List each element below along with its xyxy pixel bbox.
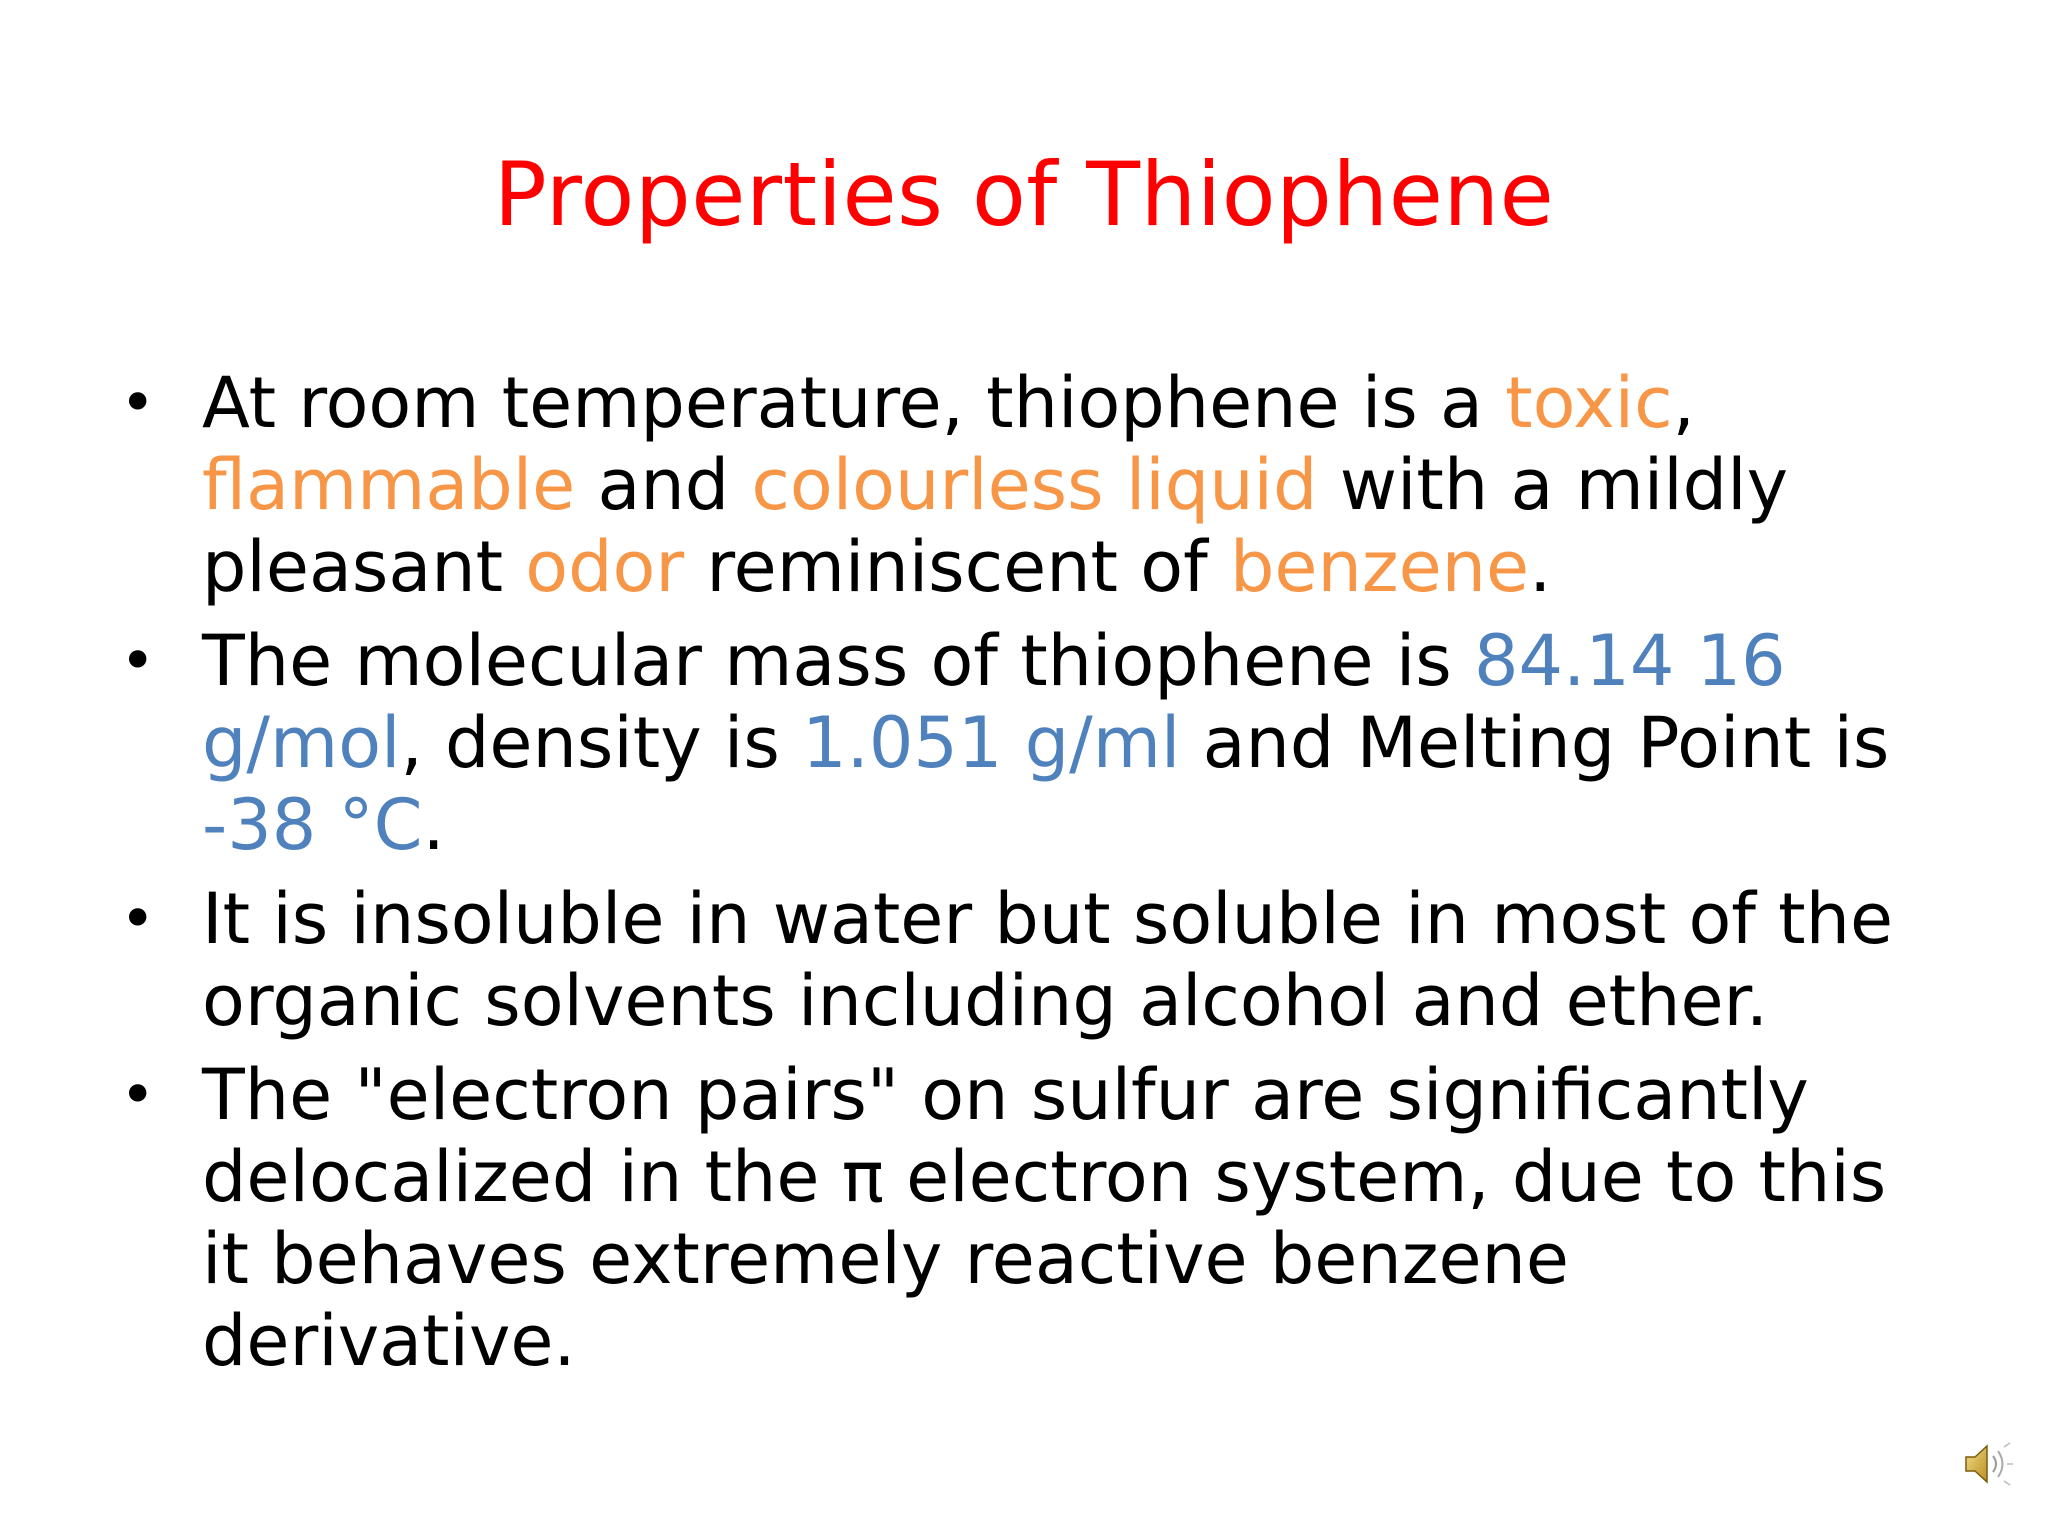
bullet-item	[120, 620, 1950, 866]
bullet-text: reminiscent of	[684, 526, 1230, 608]
highlighted-text: benzene	[1229, 526, 1530, 608]
bullet-item	[120, 1054, 1950, 1382]
bullet-marker: •	[120, 1060, 156, 1130]
bullet-text: It is insoluble in water but soluble in most of the organic solvents including alcohol and ether.	[202, 878, 1894, 1042]
bullet-text: and	[575, 444, 752, 526]
highlighted-text: odor	[525, 526, 685, 608]
bullet-marker: •	[120, 368, 156, 438]
bullet-text: and Melting Point is	[1180, 702, 1890, 784]
highlighted-text: colourless liquid	[751, 444, 1318, 526]
bullet-item	[120, 362, 1950, 608]
bullet-marker: •	[120, 884, 156, 954]
highlighted-text: toxic	[1505, 362, 1673, 444]
bullet-text: The "electron pairs" on sulfur are significantly delocalized in the π electron system, due to this it behaves extremely reactive benzene derivative.	[202, 1054, 1887, 1382]
highlighted-text: 84.14 16 g/mol	[202, 620, 1786, 784]
highlighted-text: flammable	[202, 444, 576, 526]
speaker-icon[interactable]	[1962, 1438, 2014, 1490]
bullet-text: The molecular mass of thiophene is	[202, 620, 1474, 702]
bullet-text: , density is	[400, 702, 803, 784]
bullet-text: .	[1529, 526, 1552, 608]
bullet-marker: •	[120, 626, 156, 696]
bullet-text: with a mildly pleasant	[202, 444, 1788, 608]
bullet-text: ,	[1672, 362, 1695, 444]
bullet-list	[120, 362, 1950, 1394]
highlighted-text: 1.051 g/ml	[802, 702, 1181, 784]
bullet-item	[120, 878, 1950, 1042]
highlighted-text: -38 °C	[202, 784, 423, 866]
slide-title: Properties of Thiophene	[493, 143, 1555, 246]
bullet-text: At room temperature, thiophene is a	[202, 362, 1506, 444]
bullet-text: .	[422, 784, 445, 866]
